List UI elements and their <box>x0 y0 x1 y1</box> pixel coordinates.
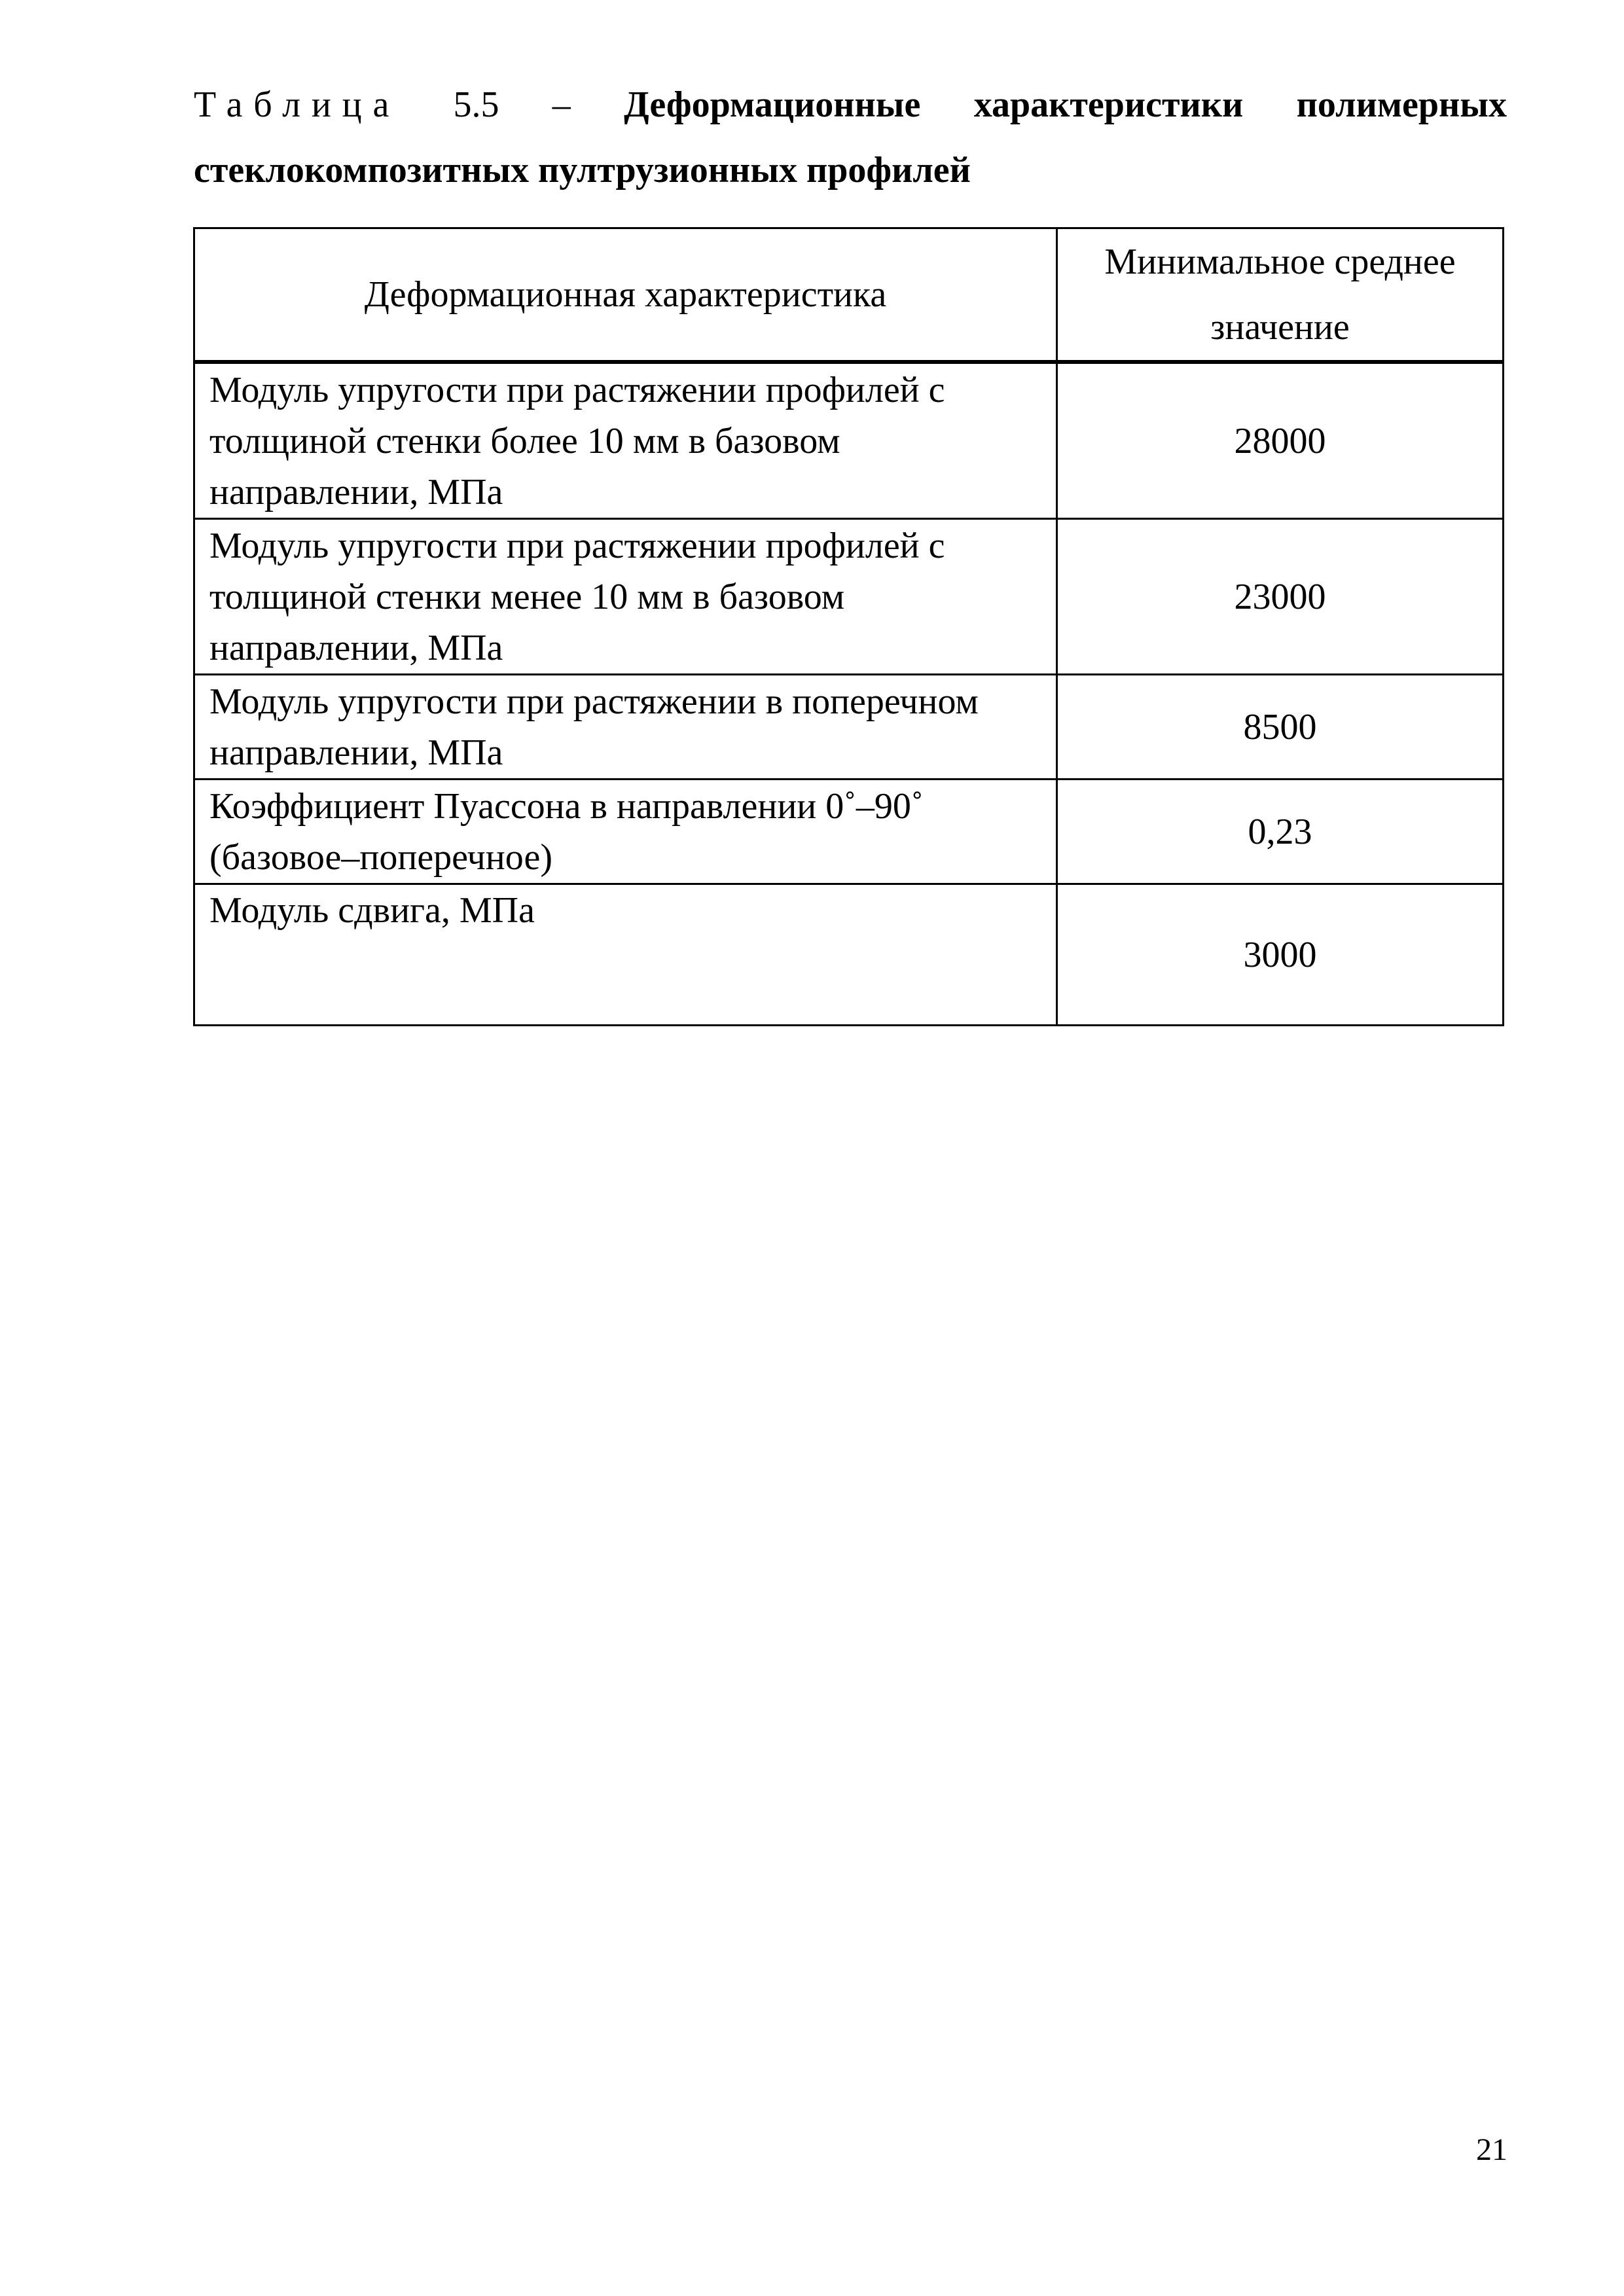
header-characteristic: Деформационная характеристика <box>194 228 1057 363</box>
table-row <box>194 780 1504 884</box>
table-header-row <box>194 228 1504 363</box>
deformation-table <box>193 227 1504 1026</box>
caption-line-1 <box>194 72 1507 137</box>
cell-value: 0,23 <box>1057 780 1504 884</box>
table-row <box>194 519 1504 675</box>
page-number: 21 <box>1476 2132 1507 2167</box>
cell-characteristic: Модуль упругости при растяжении профилей с толщиной стенки более 10 мм в базовом направлении, МПа <box>194 362 1057 519</box>
caption-title-word: характеристики <box>973 84 1244 125</box>
caption-dash: – <box>552 84 571 125</box>
table-row <box>194 675 1504 780</box>
cell-value: 8500 <box>1057 675 1504 780</box>
cell-characteristic: Коэффициент Пуассона в направлении 0˚–90˚ (базовое–поперечное) <box>194 780 1057 884</box>
caption-prefix: Таблица <box>194 84 401 125</box>
cell-value: 23000 <box>1057 519 1504 675</box>
cell-characteristic: Модуль сдвига, МПа <box>194 884 1057 1026</box>
caption-number: 5.5 <box>453 84 499 125</box>
table-row <box>194 362 1504 519</box>
table-caption <box>194 72 1507 203</box>
caption-title-word: полимерных <box>1296 84 1507 125</box>
cell-characteristic: Модуль упругости при растяжении в поперечном направлении, МПа <box>194 675 1057 780</box>
header-value: Минимальное среднее значение <box>1057 228 1504 363</box>
cell-characteristic: Модуль упругости при растяжении профилей с толщиной стенки менее 10 мм в базовом направлении, МПа <box>194 519 1057 675</box>
caption-title-line-2: стеклокомпозитных пултрузионных профилей <box>194 150 971 190</box>
table-row <box>194 884 1504 1026</box>
caption-title-word: Деформационные <box>624 84 921 125</box>
cell-value: 3000 <box>1057 884 1504 1026</box>
cell-value: 28000 <box>1057 362 1504 519</box>
